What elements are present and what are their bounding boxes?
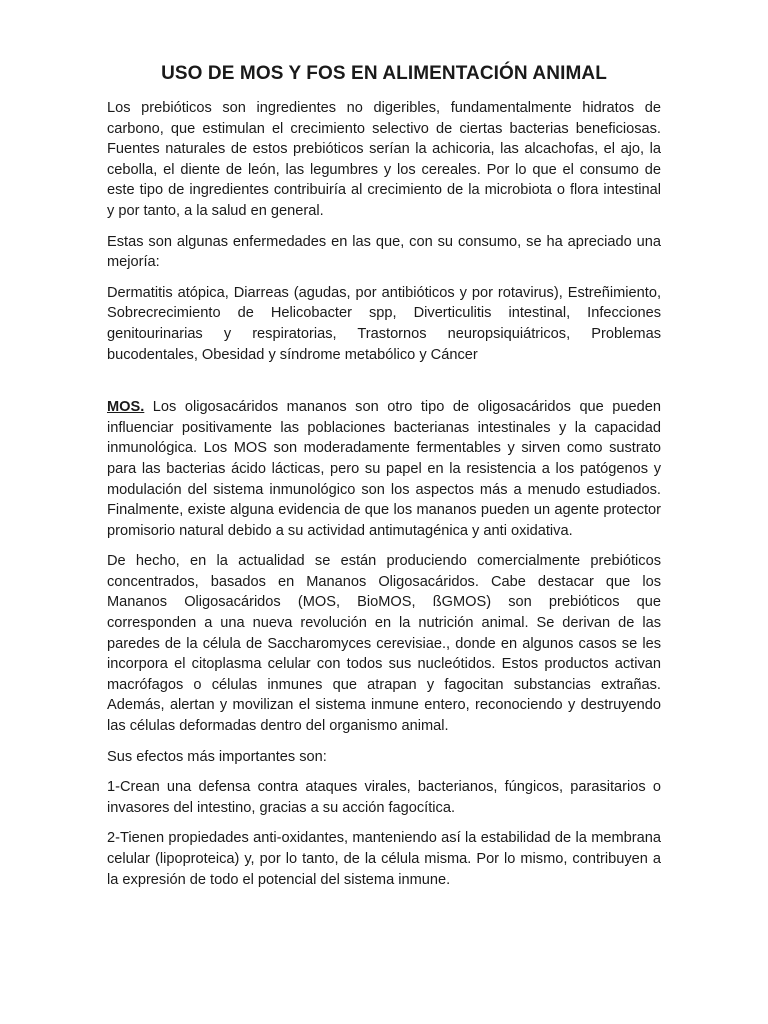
commercial-paragraph: De hecho, en la actualidad se están produciendo comercialmente prebióticos concentrados, basados en Mananos Oligosacáridos. Cabe destacar que los Mananos Oligosacáridos (MOS, BioMOS, ßGMOS) son prebióticos que corresponden a una nueva revolución en la nutrición animal. Se derivan de las paredes de la célula de Saccharomyces cerevisiae., donde en algunos casos se les incorpora el citoplasma celular con todos sus nucleótidos. Estos productos activan macrófagos o células inmunes que atrapan y fagocitan substancias extrañas. Además, alertan y movilizan el sistema inmune entero, reconociendo y destruyendo las células deformadas dentro del organismo animal. bbox=[107, 553, 661, 735]
effect-item-1: 1-Crean una defensa contra ataques virales, bacterianos, fúngicos, parasitarios o invasores del intestino, gracias a su acción fagocítica. bbox=[107, 779, 661, 816]
document-page bbox=[107, 62, 661, 890]
mos-text: Los oligosacáridos mananos son otro tipo de oligosacáridos que pueden influenciar positivamente las poblaciones bacterianas intestinales y la capacidad inmunológica. Los MOS son moderadamente fermentables y sirven como sustrato para las bacterias ácido lácticas, pero su papel en la resistencia a los patógenos y modulación del sistema inmunológico son los aspectos más a menudo estudiados. Finalmente, existe alguna evidencia de que los mananos pueden un agente protector promisorio natural debido a su actividad antimutagénica y anti oxidativa. bbox=[107, 399, 661, 539]
mos-paragraph bbox=[107, 397, 661, 541]
document-title: USO DE MOS Y FOS EN ALIMENTACIÓN ANIMAL bbox=[161, 63, 607, 84]
effect-item-2: 2-Tienen propiedades anti-oxidantes, manteniendo así la estabilidad de la membrana celular (lipoproteica) y, por lo tanto, de la célula misma. Por lo mismo, contribuyen a la expresión de todo el potencial del sistema inmune. bbox=[107, 830, 661, 888]
mos-heading: MOS. bbox=[107, 399, 145, 416]
diseases-list-paragraph: Dermatitis atópica, Diarreas (agudas, por antibióticos y por rotavirus), Estreñimiento, Sobrecrecimiento de Helicobacter spp, Diverticulitis intestinal, Infecciones genitourinarias y respiratorias, Trastornos neuropsiquiátricos, Problemas bucodentales, Obesidad y síndrome metabólico y Cáncer bbox=[107, 284, 661, 363]
effects-intro-paragraph: Sus efectos más importantes son: bbox=[107, 748, 327, 765]
diseases-intro-paragraph: Estas son algunas enfermedades en las que, con su consumo, se ha apreciado una mejoría: bbox=[107, 233, 661, 271]
intro-paragraph: Los prebióticos son ingredientes no digeribles, fundamentalmente hidratos de carbono, que estimulan el crecimiento selectivo de ciertas bacterias beneficiosas. Fuentes naturales de estos prebióticos serían la achicoria, las alcachofas, el ajo, la cebolla, el diente de león, las legumbres y los cereales. Por lo que el consumo de este tipo de ingredientes contribuiría al crecimiento de la microbiota o flora intestinal y por tanto, a la salud en general. bbox=[107, 100, 661, 219]
